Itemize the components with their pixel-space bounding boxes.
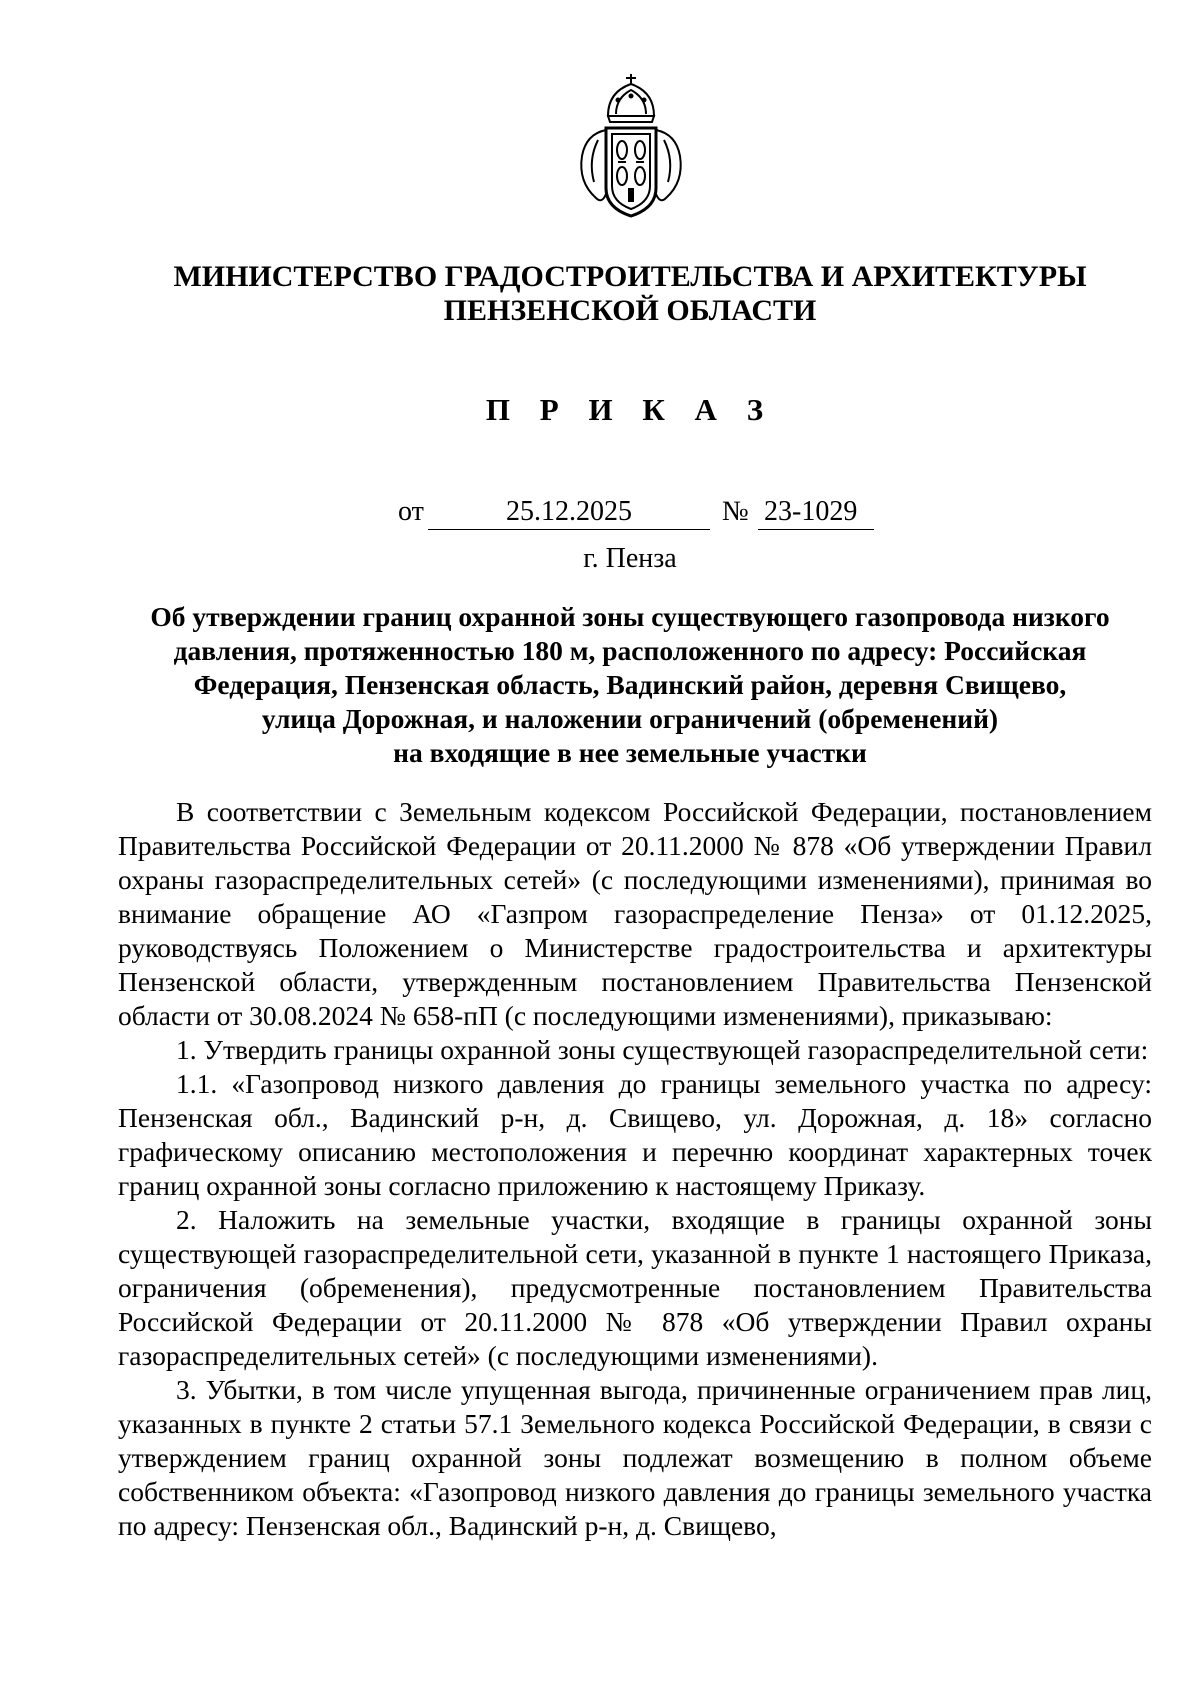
number-label: № bbox=[722, 496, 749, 527]
subject-line: на входящие в нее земельные участки bbox=[393, 737, 867, 768]
body-paragraph: В соответствии с Земельным кодексом Российской Федерации, постановлением Правительства Российской Федерации от 20.11.2000 № 878 «Об утверждении Правил охраны газораспределительных сетей» (с последующими изменениями), принимая во внимание обращение АО «Газпром газораспределение Пенза» от 01.12.2025, руководствуясь Положением о Министерстве градостроительства и архитектуры Пензенской области, утвержденным постановлением Правительства Пензенской области от 30.08.2024 № 658-пП (с последующими изменениями), приказываю: bbox=[118, 796, 1152, 1031]
city-name: г. Пенза bbox=[583, 543, 677, 574]
order-number: 23-1029 bbox=[758, 495, 874, 530]
subject-line: улица Дорожная, и наложении ограничений (обременений) bbox=[261, 703, 999, 734]
body-paragraph: 1.1. «Газопровод низкого давления до границы земельного участка по адресу: Пензенская обл., Вадинский р-н, д. Свищево, ул. Дорожная, д. 18» согласно графическому описанию местоположения и перечню координат характерных точек границ охранной зоны согласно приложению к настоящему Приказу. bbox=[118, 1068, 1152, 1201]
document-subject bbox=[0, 600, 1200, 770]
organization-name-line-2: ПЕНЗЕНСКОЙ ОБЛАСТИ bbox=[443, 294, 817, 327]
organization-name-line-1: МИНИСТЕРСТВО ГРАДОСТРОИТЕЛЬСТВА И АРХИТЕКТУРЫ bbox=[173, 260, 1087, 293]
subject-line: давления, протяженностью 180 м, расположенного по адресу: Российская bbox=[173, 635, 1087, 666]
order-date: 25.12.2025 bbox=[428, 495, 710, 530]
document-type-title: П Р И К А З bbox=[485, 392, 775, 427]
body-paragraph: 2. Наложить на земельные участки, входящие в границы охранной зоны существующей газораспределительной сети, указанной в пункте 1 настоящего Приказа, ограничения (обременения), предусмотренные постановлением Правительства Российской Федерации от 20.11.2000 № 878 «Об утверждении Правил охраны газораспределительных сетей» (с последующими изменениями). bbox=[118, 1204, 1152, 1371]
document-body bbox=[118, 795, 1152, 1543]
date-label: от bbox=[398, 496, 424, 527]
subject-line: Об утверждении границ охранной зоны существующего газопровода низкого bbox=[150, 601, 1110, 632]
body-paragraph: 3. Убытки, в том числе упущенная выгода, причиненные ограничением прав лиц, указанных в пункте 2 статьи 57.1 Земельного кодекса Российской Федерации, в связи с утверждением границ охранной зоны подлежат возмещению в полном объеме собственником объекта: «Газопровод низкого давления до границы земельного участка по адресу: Пензенская обл., Вадинский р-н, д. Свищево, bbox=[118, 1374, 1152, 1541]
subject-line: Федерация, Пензенская область, Вадинский район, деревня Свищево, bbox=[193, 669, 1067, 700]
body-paragraph: 1. Утвердить границы охранной зоны существующей газораспределительной сети: bbox=[176, 1034, 1149, 1065]
coat-of-arms-emblem bbox=[568, 70, 694, 225]
